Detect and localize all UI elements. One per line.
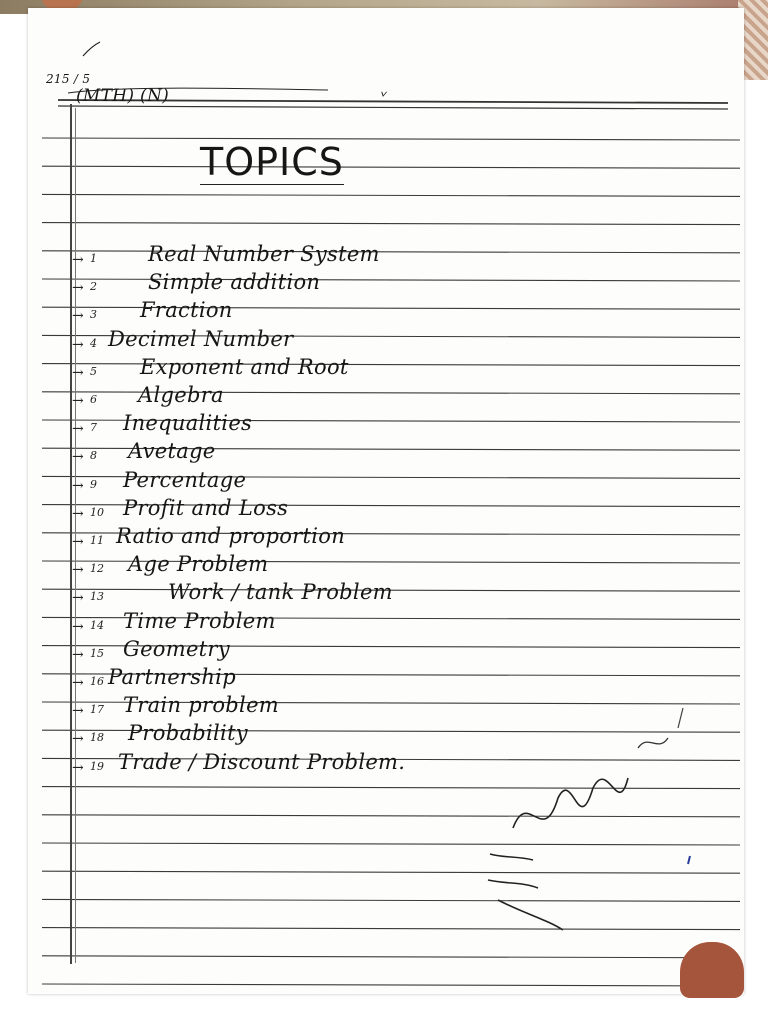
topic-label: Geometry	[123, 636, 230, 661]
arrow-icon: →	[72, 505, 84, 522]
topic-number: 12	[90, 562, 104, 576]
topic-label: Train problem	[123, 693, 280, 718]
topic-number: 18	[90, 731, 104, 745]
topic-label: Probability	[128, 721, 248, 746]
topic-label: Algebra	[138, 383, 224, 407]
topic-label: Simple addition	[148, 270, 321, 295]
page-mark: ᘁ	[378, 90, 386, 106]
thumb-bottom	[680, 942, 744, 998]
arrow-icon: →	[72, 534, 84, 550]
topic-label: Age Problem	[128, 552, 269, 577]
topic-number: 9	[90, 477, 97, 491]
topic-label: Ratio and proportion	[116, 524, 346, 548]
topic-label: Decimel Number	[108, 326, 294, 351]
arrow-icon: →	[72, 280, 84, 297]
topic-label: Fraction	[140, 298, 233, 323]
arrow-icon: →	[72, 449, 84, 466]
topic-number: 4	[90, 336, 97, 350]
arrow-icon: →	[72, 421, 84, 438]
arrow-icon: →	[72, 590, 84, 607]
topic-number: 1	[90, 252, 97, 265]
arrow-icon: →	[72, 675, 84, 691]
topic-label: Exponent and Root	[140, 354, 349, 379]
topic-number: 16	[90, 675, 104, 688]
topic-label: Real Number System	[148, 242, 380, 266]
topic-number: 11	[90, 534, 104, 547]
topic-number: 10	[90, 505, 104, 519]
topic-label: Trade / Discount Problem.	[118, 749, 406, 774]
notebook-page	[28, 8, 744, 994]
arrow-icon: →	[72, 393, 84, 409]
arrow-icon: →	[72, 618, 84, 635]
topic-label: Percentage	[123, 467, 247, 492]
topic-label: Inequalities	[123, 411, 253, 436]
topic-number: 19	[90, 759, 104, 773]
arrow-icon: →	[72, 252, 84, 268]
topic-number: 13	[90, 590, 104, 604]
arrow-icon: →	[72, 562, 84, 579]
topic-label: Partnership	[108, 665, 236, 689]
header-label: (MTH) (N)	[76, 86, 170, 106]
topic-label: Work / tank Problem	[168, 580, 393, 605]
topic-number: 17	[90, 703, 104, 717]
topic-number: 2	[90, 280, 97, 294]
topic-number: 8	[90, 449, 97, 463]
topic-number: 14	[90, 618, 104, 632]
arrow-icon: →	[72, 336, 84, 353]
arrow-icon: →	[72, 759, 84, 776]
arrow-icon: →	[72, 308, 84, 325]
page-title: TOPICS	[200, 140, 344, 184]
topic-number: 6	[90, 393, 97, 406]
topic-label: Time Problem	[123, 608, 276, 633]
scribble-marks	[28, 8, 744, 994]
corner-note: 215 / 5	[46, 72, 91, 86]
arrow-icon: →	[72, 731, 84, 748]
topic-number: 3	[90, 308, 97, 322]
arrow-icon: →	[72, 646, 84, 663]
topic-number: 5	[90, 364, 97, 378]
arrow-icon: →	[72, 364, 84, 381]
arrow-icon: →	[72, 477, 84, 494]
topic-number: 15	[90, 646, 104, 660]
topic-label: Profit and Loss	[123, 495, 289, 520]
topic-label: Avetage	[128, 439, 216, 464]
arrow-icon: →	[72, 703, 84, 720]
topic-number: 7	[90, 421, 97, 435]
